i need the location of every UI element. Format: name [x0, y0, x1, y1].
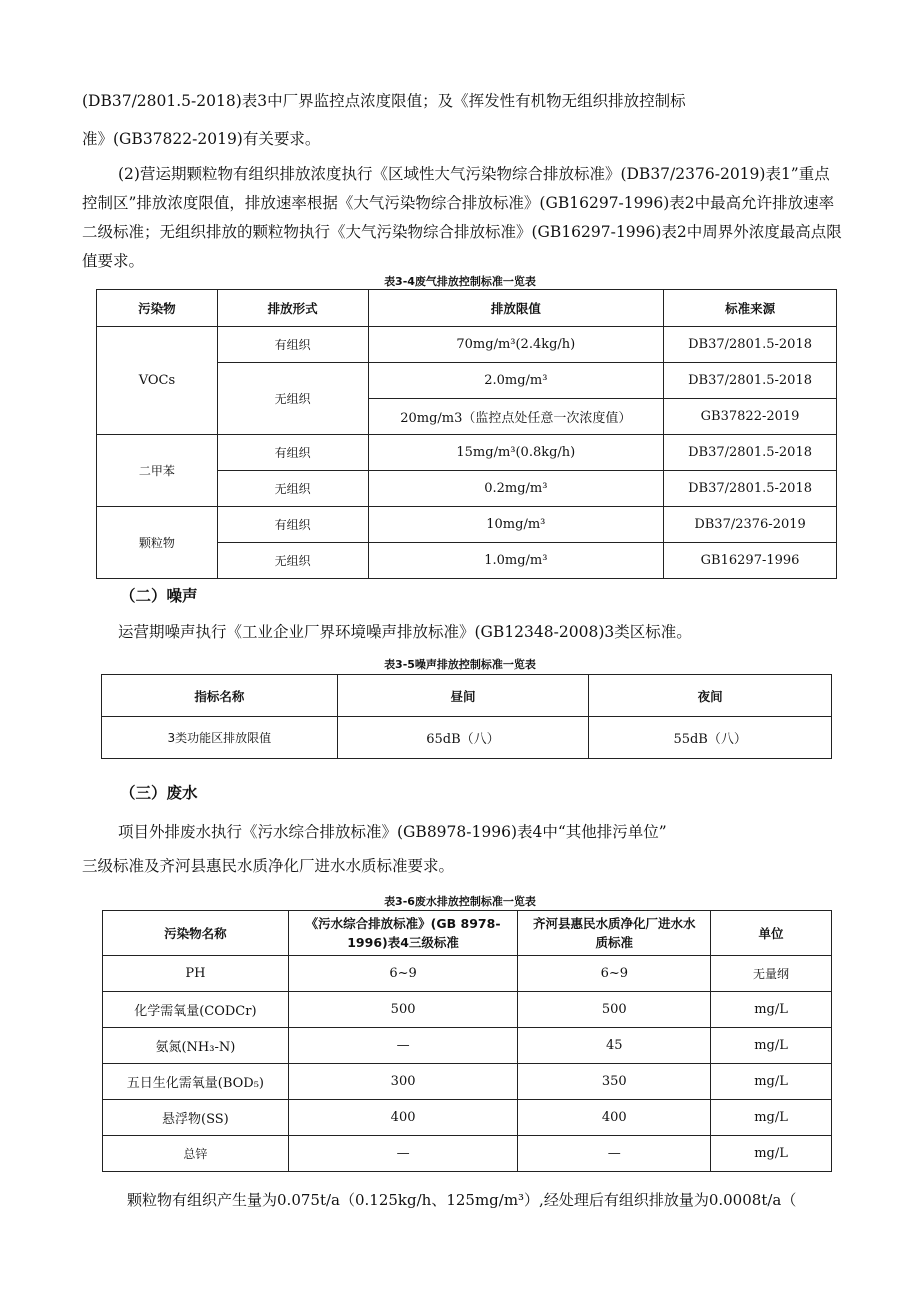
- limit-value: 1.0mg/m³: [368, 543, 664, 579]
- particulate-summary-line: 颗粒物有组织产生量为0.075t/a（0.125kg/h、125mg/m³）,经处理后有组织排放量为0.0008t/a（: [127, 1191, 797, 1209]
- waste-gas-standard-table: [96, 289, 837, 579]
- limit-value: 15mg/m³(0.8kg/h): [368, 435, 664, 471]
- pollutant-name: 五日生化需氧量(BOD₅): [103, 1064, 289, 1100]
- form-organized: 有组织: [217, 507, 368, 543]
- noise-standard-table: [101, 674, 832, 759]
- gb8978-value: 300: [288, 1064, 518, 1100]
- gb8978-value: 500: [288, 992, 518, 1028]
- limit-value: 0.2mg/m³: [368, 471, 664, 507]
- unit-value: 无量纲: [711, 956, 832, 992]
- source-value: DB37/2801.5-2018: [664, 363, 837, 399]
- pollutant-name: 悬浮物(SS): [103, 1100, 289, 1136]
- form-organized: 有组织: [217, 435, 368, 471]
- plant-value: 350: [518, 1064, 711, 1100]
- indicator-name: 3类功能区排放限值: [102, 717, 338, 759]
- header-pollutant-name: 污染物名称: [103, 911, 289, 956]
- pollutant-name: 氨氮(NH₃-N): [103, 1028, 289, 1064]
- header-standard-source: 标准来源: [664, 290, 837, 327]
- header-pollutant: 污染物: [97, 290, 218, 327]
- source-value: DB37/2801.5-2018: [664, 327, 837, 363]
- gb8978-value: —: [288, 1136, 518, 1172]
- header-indicator: 指标名称: [102, 675, 338, 717]
- noise-paragraph: 运营期噪声执行《工业企业厂界环境噪声排放标准》(GB12348-2008)3类区标准。: [118, 623, 692, 641]
- unit-value: mg/L: [711, 1136, 832, 1172]
- unit-value: mg/L: [711, 1028, 832, 1064]
- gb8978-value: —: [288, 1028, 518, 1064]
- section-heading-noise: （二）噪声: [120, 587, 198, 605]
- pollutant-vocs: VOCs: [97, 327, 218, 435]
- table-caption-3-6: 表3-6废水排放控制标准一览表: [384, 895, 536, 908]
- gb8978-value: 6~9: [288, 956, 518, 992]
- paragraph-line: 准》(GB37822-2019)有关要求。: [82, 130, 321, 148]
- pollutant-name: 总锌: [103, 1136, 289, 1172]
- table-caption-3-4: 表3-4废气排放控制标准一览表: [384, 275, 536, 288]
- unit-value: mg/L: [711, 1100, 832, 1136]
- pollutant-xylene: 二甲苯: [97, 435, 218, 507]
- header-emission-limit: 排放限值: [368, 290, 664, 327]
- header-nighttime: 夜间: [589, 675, 832, 717]
- header-unit: 单位: [711, 911, 832, 956]
- source-value: DB37/2376-2019: [664, 507, 837, 543]
- plant-value: 6~9: [518, 956, 711, 992]
- plant-value: 500: [518, 992, 711, 1028]
- plant-value: 45: [518, 1028, 711, 1064]
- header-emission-form: 排放形式: [217, 290, 368, 327]
- limit-value: 70mg/m³(2.4kg/h): [368, 327, 664, 363]
- pollutant-name: PH: [103, 956, 289, 992]
- source-value: DB37/2801.5-2018: [664, 435, 837, 471]
- paragraph-line: (DB37/2801.5-2018)表3中厂界监控点浓度限值；及《挥发性有机物无组织排放控制标: [82, 92, 686, 110]
- header-daytime: 昼间: [337, 675, 589, 717]
- paragraph-emission-standard: (2)营运期颗粒物有组织排放浓度执行《区域性大气污染物综合排放标准》(DB37/2376-2019)表1”重点控制区”排放浓度限值，排放速率根据《大气污染物综合排放标准》(GB16297-1996)表2中最高允许排放速率二级标准；无组织排放的颗粒物执行《大气污染物综合排放标准》(GB16297-1996)表2中周界外浓度最高点限值要求。: [82, 165, 842, 270]
- pollutant-name: 化学需氧量(CODCr): [103, 992, 289, 1028]
- pollutant-particulate: 颗粒物: [97, 507, 218, 579]
- plant-value: —: [518, 1136, 711, 1172]
- limit-value: 10mg/m³: [368, 507, 664, 543]
- form-organized: 有组织: [217, 327, 368, 363]
- wastewater-standard-table: [102, 910, 832, 1172]
- limit-value: 2.0mg/m³: [368, 363, 664, 399]
- source-value: GB16297-1996: [664, 543, 837, 579]
- header-plant-standard: 齐河县惠民水质净化厂进水水质标准: [518, 911, 711, 956]
- section-heading-wastewater: （三）废水: [120, 784, 198, 802]
- nighttime-limit: 55dB（八）: [589, 717, 832, 759]
- header-gb8978-standard: 《污水综合排放标准》(GB 8978-1996)表4三级标准: [288, 911, 518, 956]
- plant-value: 400: [518, 1100, 711, 1136]
- unit-value: mg/L: [711, 1064, 832, 1100]
- wastewater-paragraph-line: 项目外排废水执行《污水综合排放标准》(GB8978-1996)表4中“其他排污单位”: [118, 823, 667, 841]
- limit-value: 20mg/m3（监控点处任意一次浓度值）: [368, 399, 664, 435]
- wastewater-paragraph-line: 三级标准及齐河县惠民水质净化厂进水水质标准要求。: [82, 857, 455, 875]
- source-value: DB37/2801.5-2018: [664, 471, 837, 507]
- table-caption-3-5: 表3-5噪声排放控制标准一览表: [384, 658, 536, 671]
- form-unorganized: 无组织: [217, 471, 368, 507]
- daytime-limit: 65dB（八）: [337, 717, 589, 759]
- form-unorganized: 无组织: [217, 363, 368, 435]
- source-value: GB37822-2019: [664, 399, 837, 435]
- gb8978-value: 400: [288, 1100, 518, 1136]
- form-unorganized: 无组织: [217, 543, 368, 579]
- unit-value: mg/L: [711, 992, 832, 1028]
